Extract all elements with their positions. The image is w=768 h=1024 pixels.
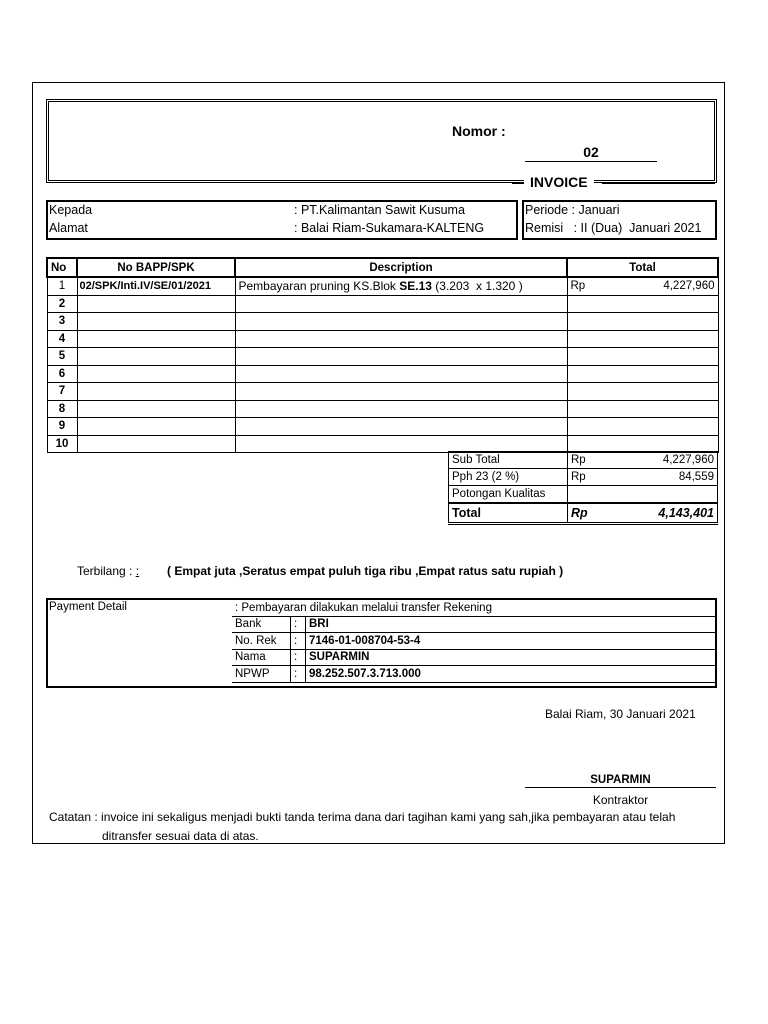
terbilang-label: Terbilang : (77, 564, 136, 578)
row-description-suffix: (3.203 x 1.320 ) (431, 279, 523, 294)
header-total: Total (567, 258, 718, 277)
subtotal-label: Sub Total (449, 452, 568, 469)
header-spk: No BAPP/SPK (77, 258, 235, 277)
header-box (46, 99, 717, 183)
row-total (567, 277, 718, 295)
total-currency: Rp (571, 506, 588, 520)
note-line-2: ditransfer sesuai data di atas. (102, 829, 259, 843)
row-no: 10 (47, 435, 77, 453)
kepada-value: : PT.Kalimantan Sawit Kusuma (294, 203, 465, 217)
table-row (47, 435, 718, 453)
terbilang-line (77, 564, 563, 578)
row-description (235, 277, 567, 295)
row-no: 6 (47, 365, 77, 383)
potongan-row (449, 486, 718, 504)
periode-text: Periode : Januari (525, 203, 620, 217)
payment-row: Bank : BRI (232, 616, 716, 633)
pph-label: Pph 23 (2 %) (449, 469, 568, 486)
table-row (47, 330, 718, 348)
table-row (47, 295, 718, 313)
table-row (47, 313, 718, 331)
payment-row-label: Bank (232, 616, 291, 633)
table-row (47, 400, 718, 418)
subtotal-value: 4,227,960 (662, 454, 714, 466)
table-row (47, 365, 718, 383)
potongan-amount (568, 486, 718, 504)
row-no: 1 (47, 277, 77, 295)
payment-row-label: No. Rek (232, 633, 291, 650)
total-label: Total (449, 503, 568, 524)
header-no: No (47, 258, 77, 277)
terbilang-text: ( Empat juta ,Seratus empat puluh tiga ribu ,Empat ratus satu rupiah ) (167, 564, 564, 578)
table-row (47, 383, 718, 401)
payment-table (232, 600, 716, 683)
invoice-bar-left (512, 182, 524, 184)
row-no: 2 (47, 295, 77, 313)
alamat-label: Alamat (49, 221, 88, 235)
pph-amount (568, 469, 718, 486)
payment-row-label: NPWP (232, 666, 291, 683)
nomor-value: 02 (525, 144, 657, 162)
pph-value: 84,559 (678, 471, 714, 483)
table-row (47, 418, 718, 436)
place-date: Balai Riam, 30 Januari 2021 (545, 707, 696, 721)
terbilang-colon: : (135, 564, 140, 578)
payment-note: : Pembayaran dilakukan melalui transfer Rekening (232, 600, 716, 616)
table-header-row (47, 258, 718, 277)
payment-row-value: 7146-01-008704-53-4 (306, 633, 716, 650)
row-spk: 02/SPK/Inti.IV/SE/01/2021 (77, 277, 235, 295)
subtotal-amount (568, 452, 718, 469)
payment-row: NPWP : 98.252.507.3.713.000 (232, 666, 716, 683)
items-table (46, 257, 719, 453)
row-description-block: SE.13 (399, 279, 432, 294)
table-row (47, 348, 718, 366)
row-no: 3 (47, 313, 77, 331)
pph-currency: Rp (571, 471, 586, 483)
remisi-text: Remisi : II (Dua) Januari 2021 (525, 221, 702, 235)
payment-row: No. Rek : 7146-01-008704-53-4 (232, 633, 716, 650)
signer-name: SUPARMIN (525, 774, 716, 788)
total-value: 4,143,401 (658, 506, 714, 520)
kepada-label: Kepada (49, 203, 93, 217)
payment-row-value: SUPARMIN (306, 649, 716, 666)
payment-row-value: 98.252.507.3.713.000 (306, 666, 716, 683)
subtotal-row (449, 452, 718, 469)
total-amount (568, 503, 718, 524)
pph-row (449, 469, 718, 486)
alamat-value: : Balai Riam-Sukamara-KALTENG (294, 221, 485, 235)
table-row (47, 277, 718, 295)
row-total-value: 4,227,960 (663, 280, 715, 293)
invoice-title: INVOICE (524, 174, 594, 190)
total-row (449, 503, 718, 524)
payment-row-label: Nama (232, 649, 291, 666)
invoice-bar-right (602, 182, 715, 184)
payment-row: Nama : SUPARMIN (232, 649, 716, 666)
row-no: 9 (47, 418, 77, 436)
row-no: 7 (47, 383, 77, 401)
payment-row-value: BRI (306, 616, 716, 633)
payment-label: Payment Detail (49, 601, 127, 613)
potongan-label: Potongan Kualitas (449, 486, 568, 504)
row-no: 4 (47, 330, 77, 348)
summary-table (448, 451, 718, 525)
row-total-currency: Rp (570, 280, 586, 293)
row-no: 5 (47, 348, 77, 366)
nomor-label: Nomor : (452, 123, 506, 139)
header-description: Description (235, 258, 567, 277)
row-description-prefix: Pembayaran pruning KS.Blok (238, 279, 400, 294)
note-line-1: Catatan : invoice ini sekaligus menjadi bukti tanda terima dana dari tagihan kami yang sah,jika pembayaran atau telah (49, 810, 676, 824)
signer-role: Kontraktor (592, 793, 649, 807)
subtotal-currency: Rp (571, 454, 586, 466)
row-no: 8 (47, 400, 77, 418)
